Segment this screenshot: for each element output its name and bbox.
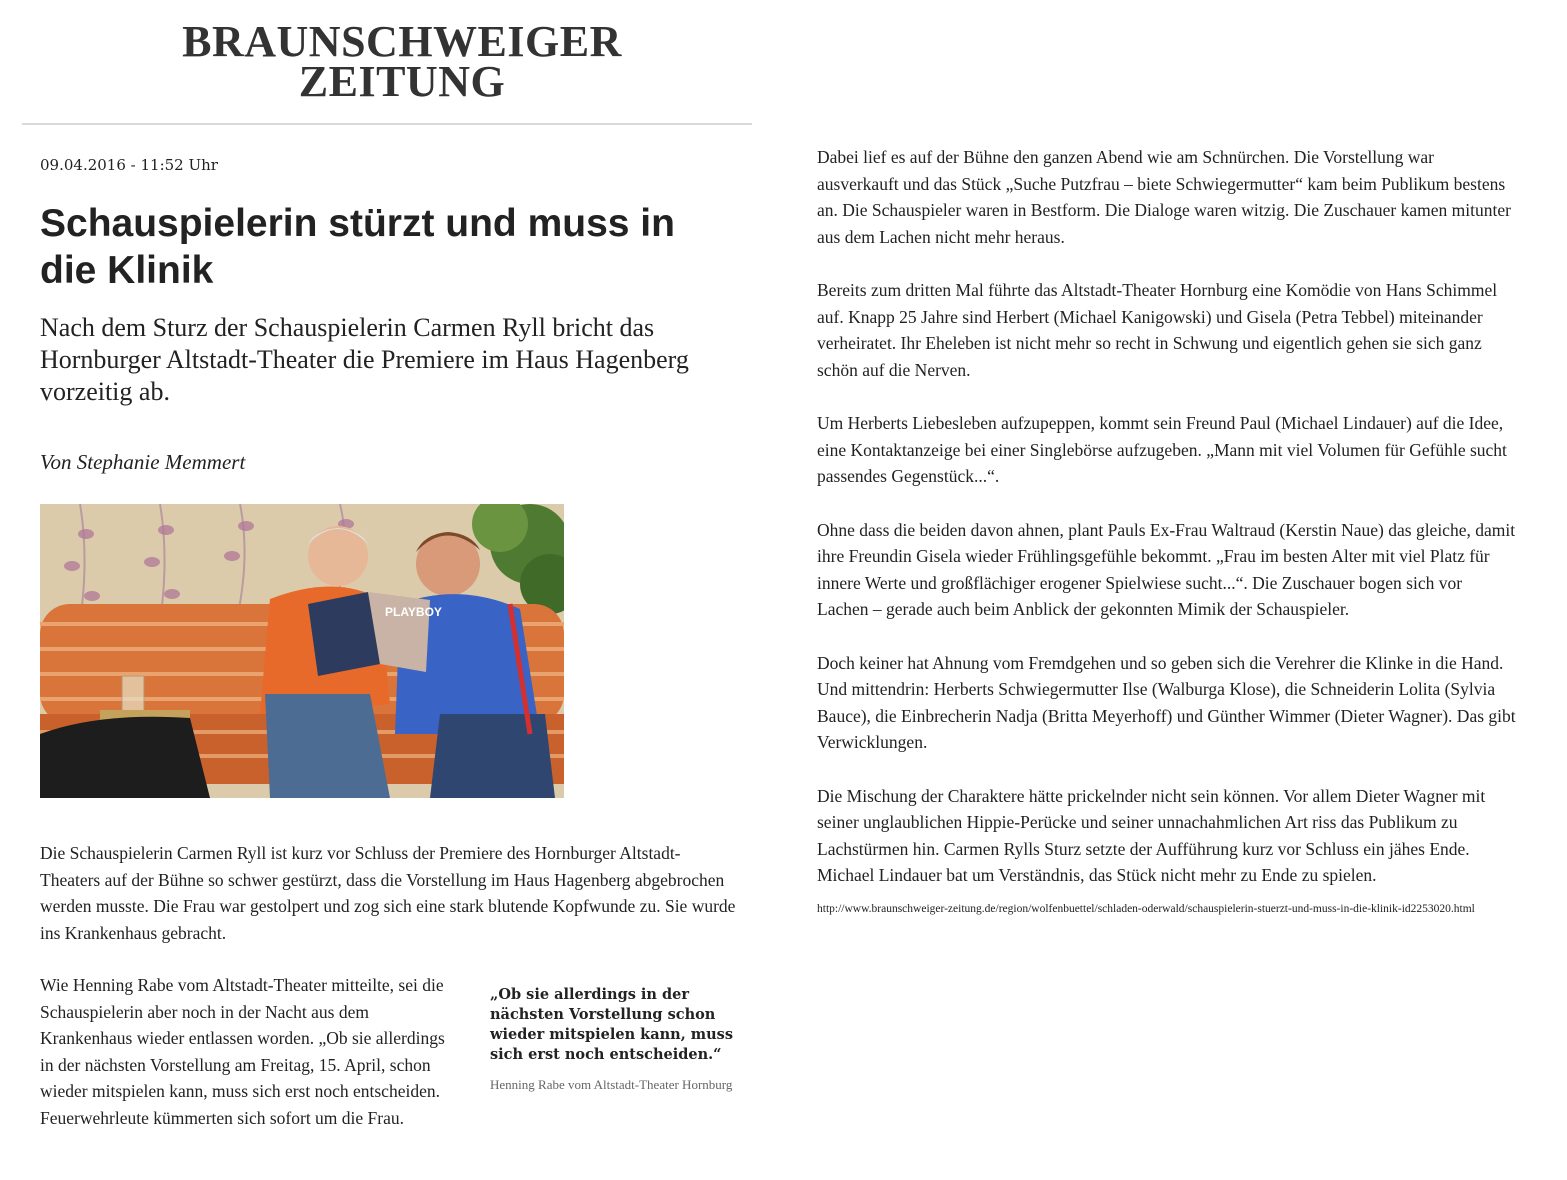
article-paragraph-7: Doch keiner hat Ahnung vom Fremdgehen und so geben sich die Verehrer die Klinke in die Hand. Und mittendrin: Herberts Schwiegermutter Ilse (Walburga Klose), die Schneiderin Lolita (Sylvia Bauce), die Einbrecherin Nadja (Britta Meyerhoff) und Günther Wimmer (Dieter Wagner). Das gibt Verwicklungen. [817, 652, 1516, 752]
article-byline: Von Stephanie Memmert [40, 450, 246, 474]
magazine-title: PLAYBOY [385, 605, 442, 619]
article-paragraph-4: Bereits zum dritten Mal führte das Altstadt-Theater Hornburg eine Komödie von Hans Schimmel auf. Knapp 25 Jahre sind Herbert (Michael Kanigowski) und Gisela (Petra Tebbel) miteinander verheiratet. Ihr Eheleben ist nicht mehr so recht in Schwung und eigentlich gehen sie sich ganz schön auf die Nerven. [817, 280, 1498, 380]
masthead [22, 0, 752, 125]
pull-quote: „Ob sie allerdings in der nächsten Vorstellung schon wieder mitspielen kann, muss sich erst noch entscheiden.“ [490, 986, 734, 1063]
logo-line-1: BRAUNSCHWEIGER [182, 17, 622, 66]
article-paragraph-8: Die Mischung der Charaktere hätte prickelnder nicht sein können. Vor allem Dieter Wagner mit seiner unglaublichen Hippie-Perücke und seiner unnachahmlichen Art riss das Publikum zu Lachstürmen hin. Carmen Rylls Sturz setzte der Aufführung kurz vor Schluss ein jähes Ende. Michael Lindauer bat um Verständnis, das Stück nicht mehr zu Ende zu spielen. [817, 785, 1486, 885]
article-paragraph-2: Wie Henning Rabe vom Altstadt-Theater mitteilte, sei die Schauspielerin aber noch in der Nacht aus dem Krankenhaus wieder entlassen worden. „Ob sie allerdings in der nächsten Vorstellung am Freitag, 15. April, schon wieder mitspielen kann, muss sich erst noch entscheiden. Feuerwehrleute kümmerten sich sofort um die Frau. [40, 975, 445, 1128]
theater-scene-illustration [40, 504, 564, 798]
source-url-link[interactable]: http://www.braunschweiger-zeitung.de/region/wolfenbuettel/schladen-oderwald/schauspielerin-stuerzt-und-muss-in-die-klinik-id2253020.html [817, 902, 1475, 915]
article-dateline: 09.04.2016 - 11:52 Uhr [40, 156, 218, 174]
logo-line-2: ZEITUNG [298, 57, 506, 106]
article-headline: Schauspielerin stürzt und muss in die Klinik [40, 202, 675, 292]
article-paragraph-3: Dabei lief es auf der Bühne den ganzen Abend wie am Schnürchen. Die Vorstellung war ausverkauft und das Stück „Suche Putzfrau – biete Schwiegermutter“ kam beim Publikum bestens an. Die Schauspieler waren in Bestform. Die Dialoge waren witzig. Die Zuschauer kamen mitunter aus dem Lachen nicht mehr heraus. [817, 147, 1511, 247]
pull-quote-source: Henning Rabe vom Altstadt-Theater Hornburg [490, 1077, 733, 1092]
article-right-column [817, 144, 1517, 917]
article-paragraph-5: Um Herberts Liebesleben aufzupeppen, kommt sein Freund Paul (Michael Lindauer) auf die Idee, eine Kontaktanzeige bei einer Singlebörse aufzugeben. „Mann mit viel Volumen für Gefühle sucht passendes Gegenstück...“. [817, 413, 1507, 486]
article-paragraph-1: Die Schauspielerin Carmen Ryll ist kurz vor Schluss der Premiere des Hornburger Altstadt-Theaters auf der Bühne so schwer gestürzt, dass die Vorstellung im Haus Hagenberg abgebrochen werden musste. Die Frau war gestolpert und zog sich eine stark blutende Kopfwunde zu. Sie wurde ins Krankenhaus gebracht. [40, 843, 736, 943]
article-photo [40, 504, 564, 798]
article-paragraph-6: Ohne dass die beiden davon ahnen, plant Pauls Ex-Frau Waltraud (Kerstin Naue) das gleiche, damit ihre Freundin Gisela wieder Frühlingsgefühle bekommt. „Frau im besten Alter mit viel Platz für innere Werte und großflächiger erogener Spielwiese sucht...“. Die Zuschauer bogen sich vor Lachen – gerade auch beim Anblick der gekonnten Mimik der Schauspieler. [817, 519, 1516, 619]
newspaper-logo[interactable] [162, 17, 642, 106]
article-teaser: Nach dem Sturz der Schauspielerin Carmen Ryll bricht das Hornburger Altstadt-Theater die Premiere im Haus Hagenberg vorzeitig ab. [40, 313, 689, 406]
